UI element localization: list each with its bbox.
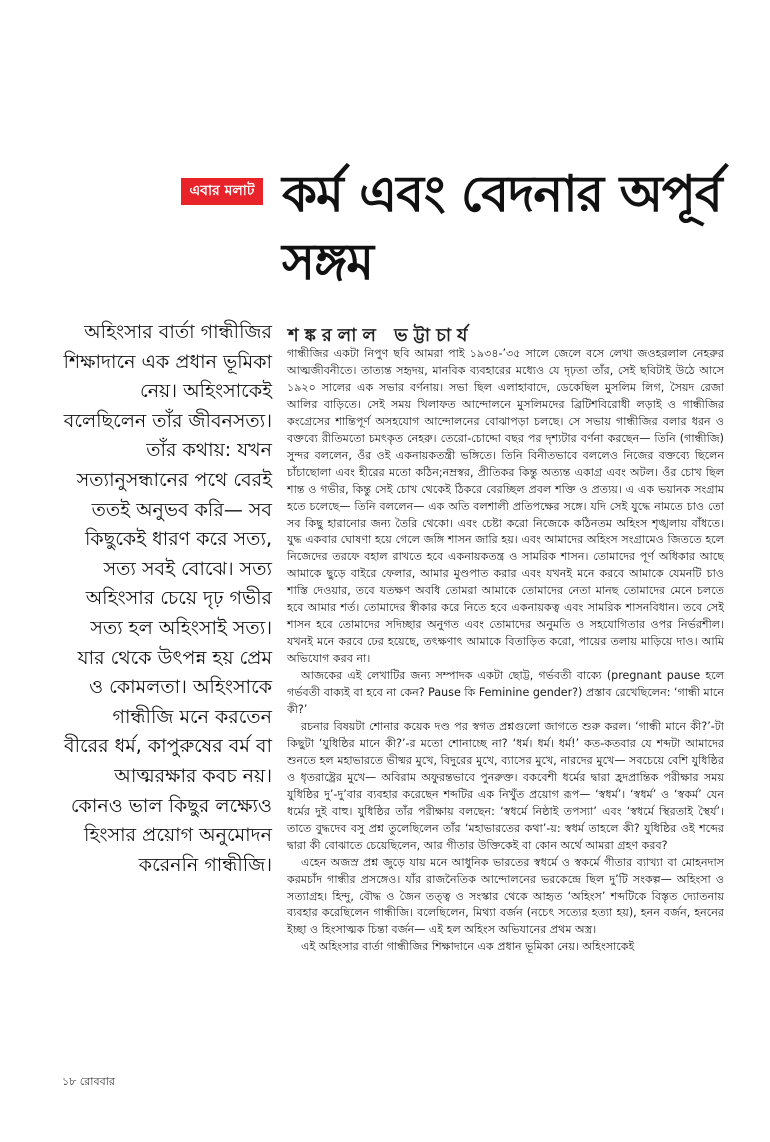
body-paragraph: গান্ধীজির একটা নিপুণ ছবি আমরা পাই ১৯৩৪-’৩৫ সালে জেলে বসে লেখা জওহরলাল নেহরুর আত্মজীবনীতে। তাত্যন্ত সহৃদয়, মানবিক ব্যবহারের মধ্যেও যে দৃঢ়তা তাঁর, সেই ছবিটাই উঠে আসে ১৯২০ সালের এক সভার বর্ণনায়। সভা ছিল এলাহাবাদে, ডেকেছিল মুসলিম লিগ, সৈয়দ রেজা আলির বাড়িতে। সেই সময় খিলাফত আন্দোলনে মুসলিমদের ব্রিটিশবিরোধী লড়াই ও গান্ধীজির কংগ্রেসের শান্তিপূর্ণ অসহযোগ আন্দোলনের বোঝাপড়া চলছে। সে সভায় গান্ধীজির বলার ধরন ও বক্তব্যে রীতিমতো চমৎকৃত নেহরু। তেরো-চোদ্দো বছর পর দৃশ্যটার বর্ণনা করছেন— তিনি (গান্ধীজি) সুন্দর বললেন, ওঁর ওই একনায়কতন্ত্রী ভঙ্গিতে। তিনি বিনীতভাবে বললেও নিজের বক্তব্যে ছিলেন চাঁচাছোলা এবং হীরের মতো কঠিন;নম্রস্বর, প্রীতিকর কিন্তু অত্যন্ত একাগ্র এবং অটল। ওঁর চোখ ছিল শান্ত ও গভীর, কিন্তু সেই চোখ থেকেই ঠিকরে বেরচ্ছিল প্রবল শক্তি ও প্রত্যয়। এ এক ভয়ানক সংগ্রাম হতে চলেছে— তিনি বললেন— এক অতি বলশালী প্রতিপক্ষের সঙ্গে। যদি সেই যুদ্ধে নামতে চাও তো সব কিছু হারানোর জন্য তৈরি থেকো। এবং চেষ্টা করো নিজেকে কঠিনতম অহিংস শৃঙ্খলায় বাঁধতে। যুদ্ধ একবার ঘোষণা হয়ে গেলে জঙ্গি শাসন জারি হয়। এবং আমাদের অহিংস সংগ্রামেও জিততে হলে নিজেদের তরফে বহাল রাখতে হবে একনায়কতন্ত্র ও সামরিক শাসন। তোমাদের পূর্ণ অধিকার আছে আমাকে ছুড়ে বাইরে ফেলার, আমার মুণ্ডপাত করার এবং যখনই মনে করবে আমাকে যেমনটি চাও শাস্তি দেওয়ার, তবে যতক্ষণ অবধি তোমরা আমাকে তোমাদের নেতা মানছ তোমাদের মেনে চলতে হবে আমার শর্ত। তোমাদের স্বীকার করে নিতে হবে একনায়কত্ব এবং সামরিক শাসনবিধান। তবে সেই শাসন হবে তোমাদের সদিচ্ছার অনুগত এবং তোমাদের অনুমতি ও সহযোগিতার ওপর নির্ভরশীল। যখনই মনে করবে ঢের হয়েছে, তৎক্ষণাৎ আমাকে বিতাড়িত করো, পায়ের তলায় মাড়িয়ে দাও। আমি অভিযোগ করব না।	[287, 347, 724, 666]
headline: কর্ম এবং বেদনার অপূর্ব সঙ্গম	[282, 165, 722, 291]
body-paragraph: রচনার বিষয়টা শোনার কয়েক দণ্ড পর স্বগত প্রশ্নগুলো জাগতে শুরু করল। ‘গান্ধী মানে কী?’-টা কিছুটা ‘যুধিষ্ঠির মানে কী?’-র মতো শোনাচ্ছে না? ‘ধর্ম। ধর্ম। ধর্ম!’ কত-কতবার যে শব্দটা আমাদের শুনতে হল মহাভারতে ভীষ্মর মুখে, বিদুরের মুখে, ব্যাসের মুখে, নারদের মুখে— সবচেয়ে বেশি যুধিষ্ঠির ও ধৃতরাষ্ট্রের মুখে— অবিরাম অফুরন্তভাবে পুনরুক্ত। বকবেশী ধর্মের দ্বারা হ্রদপ্রান্তিক পরীক্ষার সময় যুধিষ্ঠির দু’-দু’বার ব্যবহার করেছেন শব্দটির এক নিখুঁত প্রয়োগ রূপ— ‘স্বধর্ম’। ‘স্বধর্ম’ ও ‘স্বকর্ম’ যেন ধর্মের দুই বাহু। যুধিষ্ঠির তাঁর পরীক্ষায় বলছেন: ‘স্বধর্মে নিষ্ঠাই তপস্যা’ এবং ‘স্বধর্মে স্থিরতাই স্থৈর্য’। তাতে বুদ্ধদেব বসু প্রশ্ন তুলেছিলেন তাঁর ‘মহাভারতের কথা’-য়: স্বধর্ম তাহলে কী? যুধিষ্ঠির ওই শব্দের দ্বারা কী বোঝাতে চেয়েছিলেন, আর গীতার উক্তিকেই বা কোন অর্থে আমরা গ্রহণ করব?	[287, 719, 724, 852]
body-paragraph: আজকের এই লেখাটির জন্য সম্পাদক একটা ছোট্ট, গর্ভবতী বাক্যে (pregnant pause হলে গর্ভবতী বাক্যই বা হবে না কেন? Pause কি Feminine gender?) প্রস্তাব রেখেছিলেন: ‘গান্ধী মানে কী?’	[287, 669, 724, 717]
page-footer: ১৮ রোববার	[62, 1075, 115, 1088]
pullquote: অহিংসার বার্তা গান্ধীজির শিক্ষাদানে এক প্রধান ভূমিকা নেয়। অহিংসাকেই বলেছিলেন তাঁর জীবনসত্য। তাঁর কথায়: যখন সত্যানুসন্ধানের পথে বেরই ততই অনুভব করি— সব কিছুকেই ধারণ করে সত্য, সত্য সবই বোঝে। সত্য অহিংসার চেয়ে দৃঢ় গভীর সত্য হল অহিংসাই সত্য। যার থেকে উৎপন্ন হয় প্রেম ও কোমলতা। অহিংসাকে গান্ধীজি মনে করতেন বীরের ধর্ম, কাপুরুষের বর্ম বা আত্মরক্ষার কবচ নয়। কোনও ভাল কিছুর লক্ষ্যেও হিংসার প্রয়োগ অনুমোদন করেননি গান্ধীজি।	[63, 321, 272, 876]
body-paragraph: এই অহিংসার বার্তা গান্ধীজির শিক্ষাদানে এক প্রধান ভূমিকা নেয়। অহিংসাকেই	[301, 940, 635, 954]
body-paragraph: এহেন অজস্র প্রশ্ন জুড়ে যায় মনে আধুনিক ভারতের স্বধর্মে ও স্বকর্মে গীতার ব্যাখ্যা বা মোহনদাস করমচাঁদ গান্ধীর প্রসঙ্গেও। যাঁর রাজনৈতিক আন্দোলনের ভরকেন্দ্রে ছিল দু’টি সংকল্প— অহিংসা ও সত্যাগ্রহ। হিন্দু, বৌদ্ধ ও জৈন তত্ত্ব ও সংস্কার থেকে আহৃত ‘অহিংস’ শব্দটিকে বিস্তৃত দ্যোতনায় ব্যবহার করেছিলেন গান্ধীজি। বলেছিলেন, মিথ্যা বর্জন (নচেৎ সত্যের হত্যা হয়), হনন বর্জন, হননের ইচ্ছা ও হিংসাত্মক চিন্তা বর্জন— এই হল অহিংস অভিযানের প্রথম অস্ত্র।	[287, 855, 724, 937]
article-body	[287, 346, 724, 956]
section-tag: এবার মলাট	[181, 178, 263, 205]
byline: শঙ্করলাল ভট্টাচার্য	[288, 325, 474, 346]
